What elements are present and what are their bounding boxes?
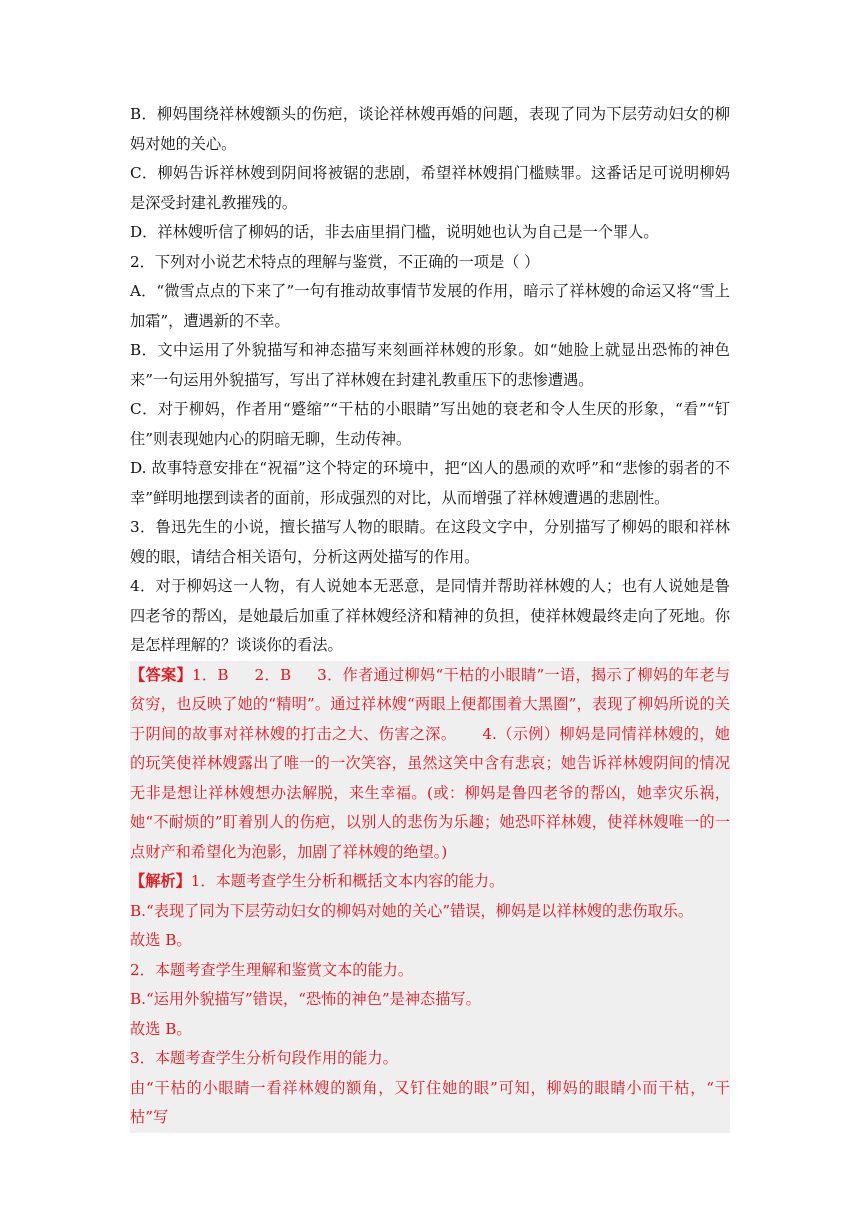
q2-option-a: A．“微雪点点的下来了”一句有推动故事情节发展的作用，暗示了祥林嫂的命运又将“雪上加霜”，遭遇新的不幸。: [130, 282, 730, 330]
answer-paragraph: [130, 661, 730, 868]
analysis-line-6: 故选 B。: [130, 1019, 192, 1038]
q1-option-d: D．祥林嫂听信了柳妈的话，非去庙里捐门槛，说明她也认为自己是一个罪人。: [130, 223, 659, 241]
q4-stem: 4．对于柳妈这一人物，有人说她本无恶意，是同情并帮助祥林嫂的人；也有人说她是鲁四老爷的帮凶，是她最后加重了祥林嫂经济和精神的负担，使祥林嫂最终走向了死地。你是怎样理解的？谈谈你的看法。: [130, 577, 730, 654]
q1-option-b: B．柳妈围绕祥林嫂额头的伤疤，谈论祥林嫂再婚的问题，表现了同为下层劳动妇女的柳妈对她的关心。: [130, 105, 730, 153]
answer-1: 1．B: [191, 665, 229, 684]
analysis-line-3: 故选 B。: [130, 931, 192, 949]
page-content: [130, 100, 730, 1133]
analysis-line-1: [130, 867, 730, 897]
answer-tag: 【答案】: [130, 665, 192, 684]
answer-block: [130, 661, 730, 1133]
analysis-line-2: B.“表现了同为下层劳动妇女的柳妈对她的关心”错误，柳妈是以祥林嫂的悲伤取乐。: [130, 901, 694, 920]
analysis-text-1: 1．本题考查学生分析和概括文本内容的能力。: [190, 872, 505, 890]
q2-option-b: B．文中运用了外貌描写和神态描写来刻画祥林嫂的形象。如“她脸上就显出恐怖的神色来”一句运用外貌描写，写出了祥林嫂在封建礼教重压下的悲惨遭遇。: [130, 341, 730, 389]
answer-4: 4.（示例）柳妈是同情祥林嫂的，她的玩笑使祥林嫂露出了唯一的一次笑容，虽然这笑中含有悲哀；她告诉祥林嫂阴间的情况无非是想让祥林嫂想办法解脱，来生幸福。(或：柳妈是鲁四老爷的帮凶，她幸灾乐祸，她“不耐烦的”盯着别人的伤疤，以别人的悲伤为乐趣；她恐吓祥林嫂，使祥林嫂唯一的一点财产和希望化为泡影，加剧了祥林嫂的绝望。): [130, 724, 730, 861]
analysis-tag: 【解析】: [130, 872, 191, 890]
analysis-line-5: B.“运用外貌描写”错误，“恐怖的神色”是神态描写。: [130, 990, 481, 1008]
q2-stem: 2．下列对小说艺术特点的理解与鉴赏，不正确的一项是（ ）: [130, 252, 540, 271]
q3-stem: 3．鲁迅先生的小说，擅长描写人物的眼睛。在这段文字中，分别描写了柳妈的眼和祥林嫂的眼，请结合相关语句，分析这两处描写的作用。: [130, 518, 730, 566]
analysis-line-7: 3．本题考查学生分析句段作用的能力。: [130, 1049, 398, 1067]
answer-2: 2．B: [254, 665, 292, 684]
q2-option-d: D. 故事特意安排在“祝福”这个特定的环境中，把“凶人的愚顽的欢呼”和“悲惨的弱者的不幸”鲜明地摆到读者的面前，形成强烈的对比，从而增强了祥林嫂遭遇的悲剧性。: [130, 459, 730, 507]
q2-option-c: C．对于柳妈，作者用“蹙缩”“干枯的小眼睛”写出她的衰老和令人生厌的形象，“看”“钉住”则表现她内心的阴暗无聊，生动传神。: [130, 400, 730, 448]
answer-3: 3．作者通过柳妈“干枯的小眼睛”一语，揭示了柳妈的年老与贫穷，也反映了她的“精明”。通过祥林嫂“两眼上便都围着大黑圈”，表现了柳妈所说的关于阴间的故事对祥林嫂的打击之大、伤害之深。: [130, 665, 731, 743]
q1-option-c: C．柳妈告诉祥林嫂到阴间将被锯的悲剧，希望祥林嫂捐门槛赎罪。这番话足可说明柳妈是深受封建礼教摧残的。: [130, 164, 730, 212]
analysis-line-4: 2．本题考查学生理解和鉴赏文本的能力。: [130, 960, 414, 979]
analysis-line-8: 由“干枯的小眼睛一看祥林嫂的额角，又钉住她的眼”可知，柳妈的眼睛小而干枯，“干枯”写: [130, 1078, 730, 1126]
